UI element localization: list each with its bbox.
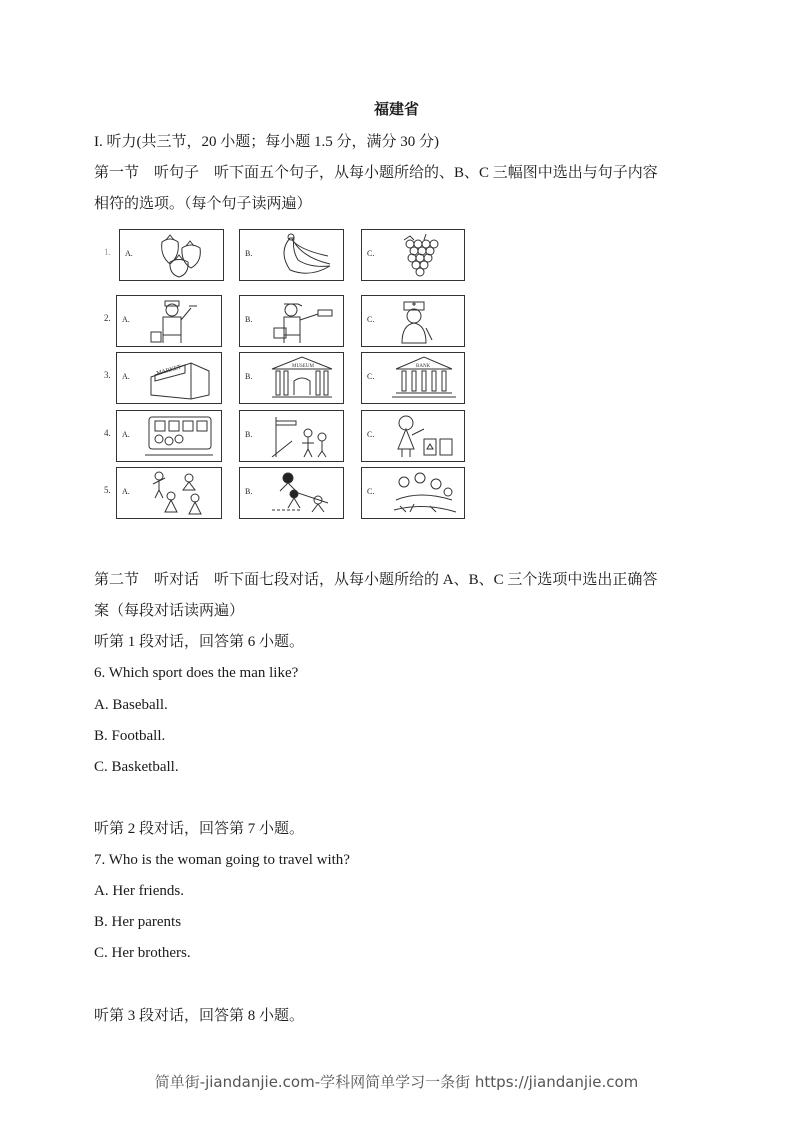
bus-stop-icon: [268, 413, 338, 459]
picture-option-3a: [116, 352, 222, 404]
row-number: 5.: [104, 485, 111, 495]
option-label: B.: [245, 372, 253, 381]
dialogue-1-intro: 听第 1 段对话，回答第 6 小题。: [94, 634, 305, 650]
row-number: 2.: [104, 313, 111, 323]
picture-option-3b: [239, 352, 344, 404]
question-7-option-a: A. Her friends.: [94, 883, 184, 899]
picture-option-2c: [361, 295, 465, 347]
running-children-icon: [268, 470, 338, 516]
row-number: 3.: [104, 370, 111, 380]
question-6-option-c: C. Basketball.: [94, 759, 179, 775]
grapes-icon: [390, 232, 460, 278]
option-label: B.: [245, 315, 253, 324]
question-6-option-a: A. Baseball.: [94, 697, 168, 713]
option-label: C.: [367, 430, 375, 439]
row-number: 1.: [104, 247, 111, 257]
picture-option-2a: [116, 295, 222, 347]
picture-option-5c: [361, 467, 465, 519]
option-label: A.: [122, 487, 130, 496]
option-label: C.: [367, 372, 375, 381]
option-label: C.: [367, 315, 375, 324]
row-number: 4.: [104, 428, 111, 438]
option-label: A.: [122, 372, 130, 381]
option-label: A.: [122, 315, 130, 324]
picture-option-2b: [239, 295, 344, 347]
picture-option-4a: [116, 410, 222, 462]
recycling-girl-icon: [390, 413, 460, 459]
section-heading: I. 听力(共三节，20 小题；每小题 1.5 分，满分 30 分): [94, 134, 439, 150]
picture-option-1b: [239, 229, 344, 281]
question-7-option-c: C. Her brothers.: [94, 945, 191, 961]
option-label: C.: [367, 487, 375, 496]
bus-boarding-icon: [145, 413, 215, 459]
question-7: 7. Who is the woman going to travel with?: [94, 852, 350, 868]
page-title: 福建省: [373, 102, 419, 118]
part2-instruction-line1: 第二节 听对话 听下面七段对话，从每小题所给的 A、B、C 三个选项中选出正确答: [94, 572, 658, 588]
option-label: C.: [367, 249, 375, 258]
part1-instruction-line2: 相符的选项。（每个句子读两遍）: [94, 196, 312, 212]
footer-watermark: 简单街-jiandanjie.com-学科网简单学习一条街 https://jiandanjie.com: [154, 1073, 639, 1091]
dialogue-2-intro: 听第 2 段对话，回答第 7 小题。: [94, 821, 305, 837]
group-playing-icon: [390, 470, 460, 516]
postman-icon: [268, 298, 338, 344]
svg-text:MARKET: MARKET: [155, 364, 182, 377]
picture-option-3c: [361, 352, 465, 404]
nurse-icon: [390, 298, 460, 344]
option-label: A.: [122, 430, 130, 439]
option-label: A.: [125, 249, 133, 258]
strawberries-icon: [148, 232, 218, 278]
museum-building-icon: [268, 355, 338, 401]
bananas-icon: [268, 232, 338, 278]
part2-instruction-line2: 案（每段对话读两遍）: [94, 603, 245, 619]
bank-building-icon: [390, 355, 460, 401]
svg-text:MUSEUM: MUSEUM: [292, 364, 314, 369]
question-7-option-b: B. Her parents: [94, 914, 182, 930]
picture-option-5b: [239, 467, 344, 519]
picture-option-5a: [116, 467, 222, 519]
market-building-icon: [145, 355, 215, 401]
svg-text:BANK: BANK: [416, 364, 431, 369]
picture-option-4c: [361, 410, 465, 462]
option-label: B.: [245, 249, 253, 258]
question-6-option-b: B. Football.: [94, 728, 166, 744]
option-label: B.: [245, 430, 253, 439]
part1-instruction-line1: 第一节 听句子 听下面五个句子，从每小题所给的、B、C 三幅图中选出与句子内容: [94, 165, 658, 181]
question-6: 6. Which sport does the man like?: [94, 665, 299, 681]
worker-icon: [145, 298, 215, 344]
picture-option-1a: [119, 229, 224, 281]
picture-option-1c: [361, 229, 465, 281]
dancing-children-icon: [145, 470, 215, 516]
picture-option-4b: [239, 410, 344, 462]
option-label: B.: [245, 487, 253, 496]
dialogue-3-intro: 听第 3 段对话，回答第 8 小题。: [94, 1008, 305, 1024]
